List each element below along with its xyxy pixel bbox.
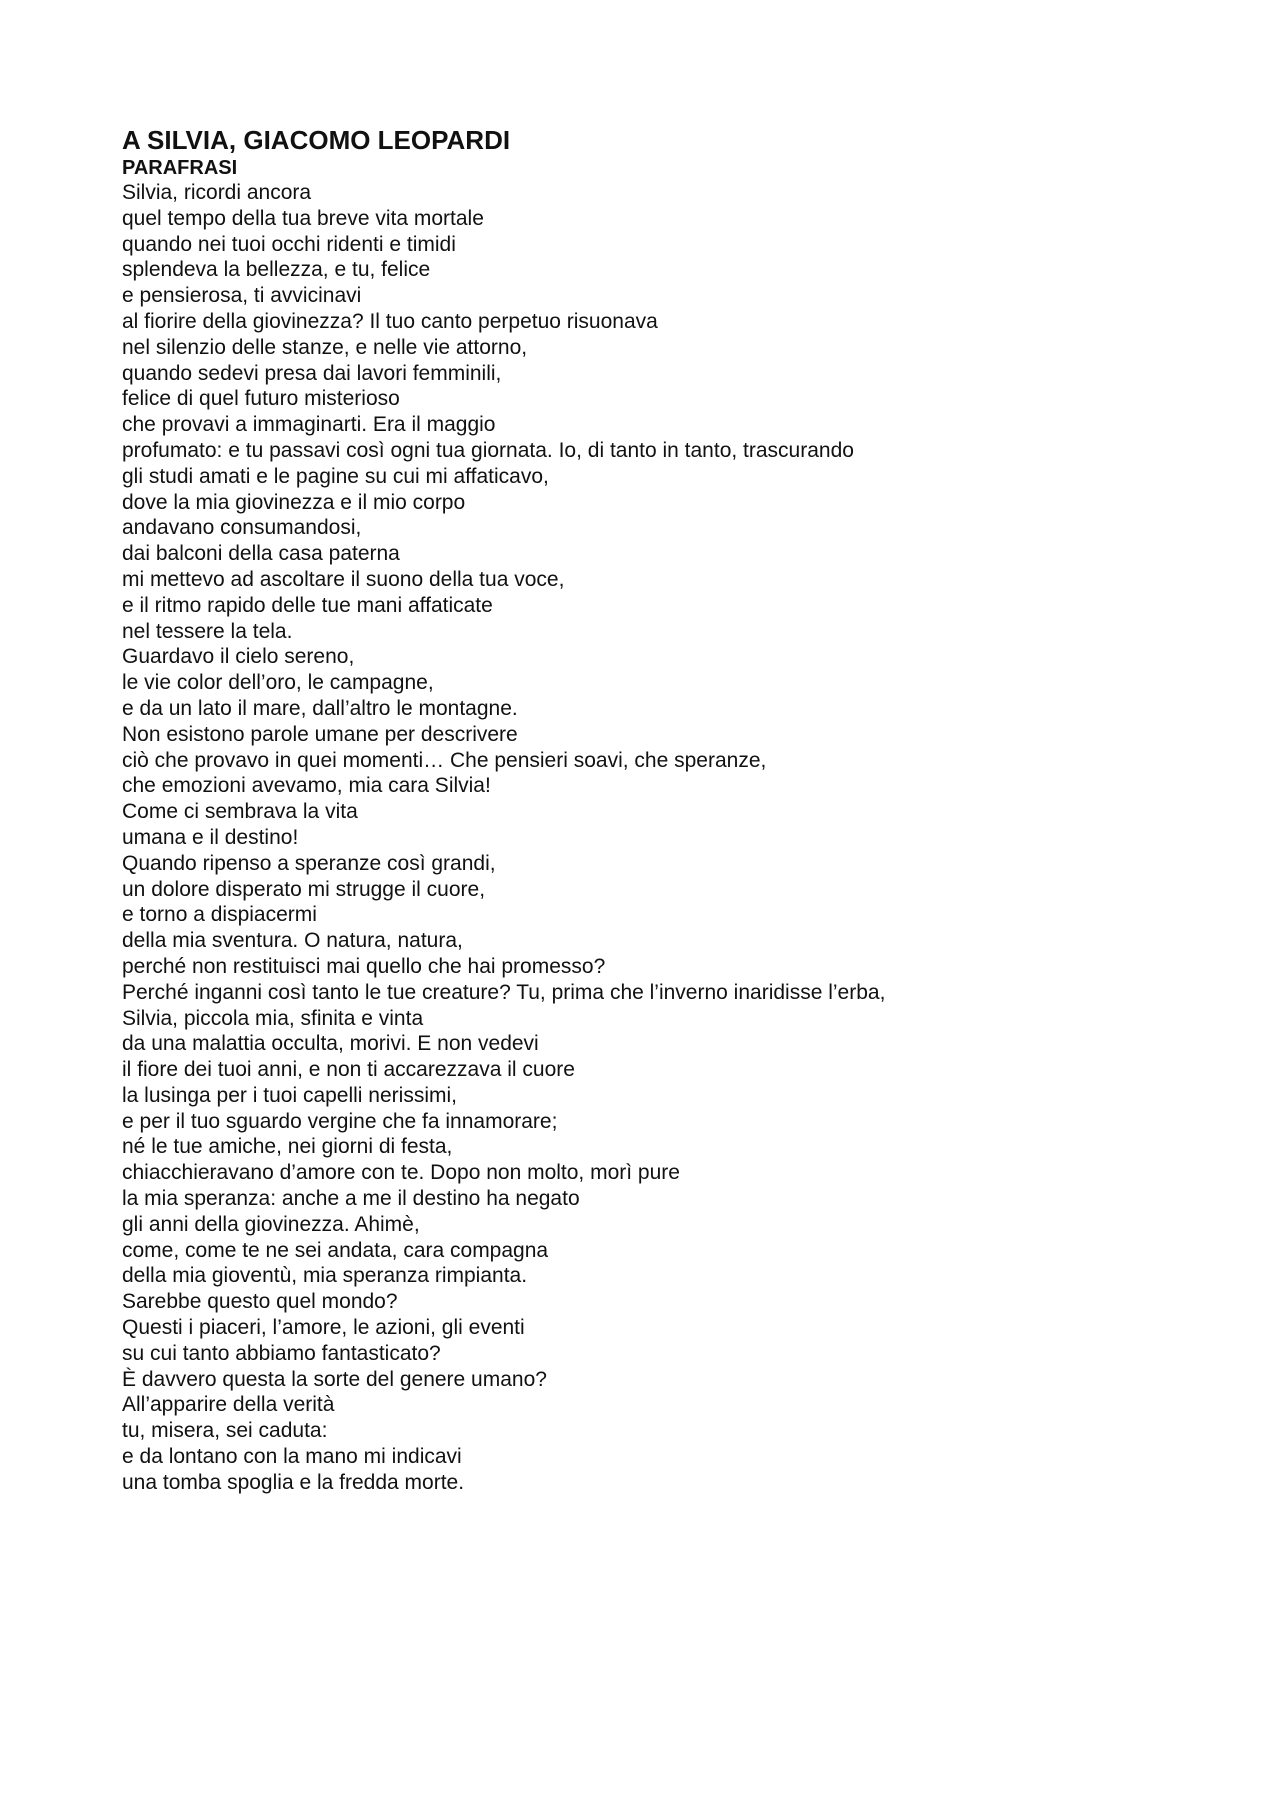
poem-line: e il ritmo rapido delle tue mani affaticate (122, 593, 493, 617)
poem-line: All’apparire della verità (122, 1393, 335, 1417)
poem-line: la lusinga per i tuoi capelli nerissimi, (122, 1083, 457, 1107)
poem-line: andavano consumandosi, (122, 516, 362, 540)
poem-line: il fiore dei tuoi anni, e non ti accarezzava il cuore (122, 1058, 575, 1082)
poem-line: quando nei tuoi occhi ridenti e timidi (122, 232, 456, 256)
poem-line: Silvia, ricordi ancora (122, 181, 312, 204)
poem-line: come, come te ne sei andata, cara compagna (122, 1238, 549, 1262)
document-page (122, 124, 1222, 1496)
poem-line: che provavi a immaginarti. Era il maggio (122, 413, 496, 437)
poem-line: la mia speranza: anche a me il destino ha negato (122, 1187, 580, 1211)
poem-line: della mia gioventù, mia speranza rimpianta. (122, 1264, 528, 1288)
poem-line: Questi i piaceri, l’amore, le azioni, gli eventi (122, 1316, 525, 1340)
poem-line: nel silenzio delle stanze, e nelle vie attorno, (122, 335, 528, 359)
poem-line: quando sedevi presa dai lavori femminili, (122, 361, 502, 385)
poem-line: tu, misera, sei caduta: (122, 1419, 328, 1443)
poem-line: Non esistono parole umane per descrivere (122, 722, 518, 746)
poem-line: e per il tuo sguardo vergine che fa innamorare; (122, 1109, 558, 1133)
poem-line: al fiorire della giovinezza? Il tuo canto perpetuo risuonava (122, 309, 658, 333)
poem-line: su cui tanto abbiamo fantasticato? (122, 1341, 441, 1365)
poem-line: gli studi amati e le pagine su cui mi affaticavo, (122, 464, 549, 488)
document-subtitle: PARAFRASI (122, 157, 238, 179)
poem-line: della mia sventura. O natura, natura, (122, 929, 463, 953)
poem-line: Perché inganni così tanto le tue creature? Tu, prima che l’inverno inaridisse l’erba, (122, 980, 886, 1004)
poem-line: quel tempo della tua breve vita mortale (122, 206, 484, 230)
poem-line: né le tue amiche, nei giorni di festa, (122, 1135, 453, 1159)
poem-line: da una malattia occulta, morivi. E non vedevi (122, 1032, 539, 1056)
poem-line: chiacchieravano d’amore con te. Dopo non molto, morì pure (122, 1161, 680, 1185)
poem-line: e da un lato il mare, dall’altro le montagne. (122, 696, 518, 720)
poem-line: e pensierosa, ti avvicinavi (122, 284, 362, 308)
poem-line: Guardavo il cielo sereno, (122, 645, 355, 669)
document-title: A SILVIA, GIACOMO LEOPARDI (122, 125, 511, 155)
poem-line: una tomba spoglia e la fredda morte. (122, 1470, 465, 1494)
poem-line: umana e il destino! (122, 825, 299, 849)
poem-line: dove la mia giovinezza e il mio corpo (122, 490, 466, 514)
poem-line: mi mettevo ad ascoltare il suono della tua voce, (122, 567, 565, 591)
poem-line: gli anni della giovinezza. Ahimè, (122, 1212, 420, 1236)
poem-line: e da lontano con la mano mi indicavi (122, 1445, 462, 1469)
poem-line: felice di quel futuro misterioso (122, 387, 400, 411)
poem-line: dai balconi della casa paterna (122, 542, 400, 566)
poem-line: nel tessere la tela. (122, 619, 293, 643)
poem-line: profumato: e tu passavi così ogni tua giornata. Io, di tanto in tanto, trascurando (122, 438, 854, 462)
poem-line: Sarebbe questo quel mondo? (122, 1290, 398, 1314)
poem-line: ciò che provavo in quei momenti… Che pensieri soavi, che speranze, (122, 748, 767, 772)
poem-line: È davvero questa la sorte del genere umano? (122, 1367, 547, 1391)
poem-line: Come ci sembrava la vita (122, 800, 358, 824)
poem-line: le vie color dell’oro, le campagne, (122, 671, 434, 695)
poem-line: un dolore disperato mi strugge il cuore, (122, 877, 486, 901)
poem-line: perché non restituisci mai quello che hai promesso? (122, 954, 606, 978)
poem-line: splendeva la bellezza, e tu, felice (122, 258, 431, 282)
poem-line: Quando ripenso a speranze così grandi, (122, 851, 496, 875)
poem-text (122, 180, 1222, 1496)
poem-line: che emozioni avevamo, mia cara Silvia! (122, 774, 491, 798)
poem-line: e torno a dispiacermi (122, 903, 317, 927)
poem-line: Silvia, piccola mia, sfinita e vinta (122, 1006, 424, 1030)
